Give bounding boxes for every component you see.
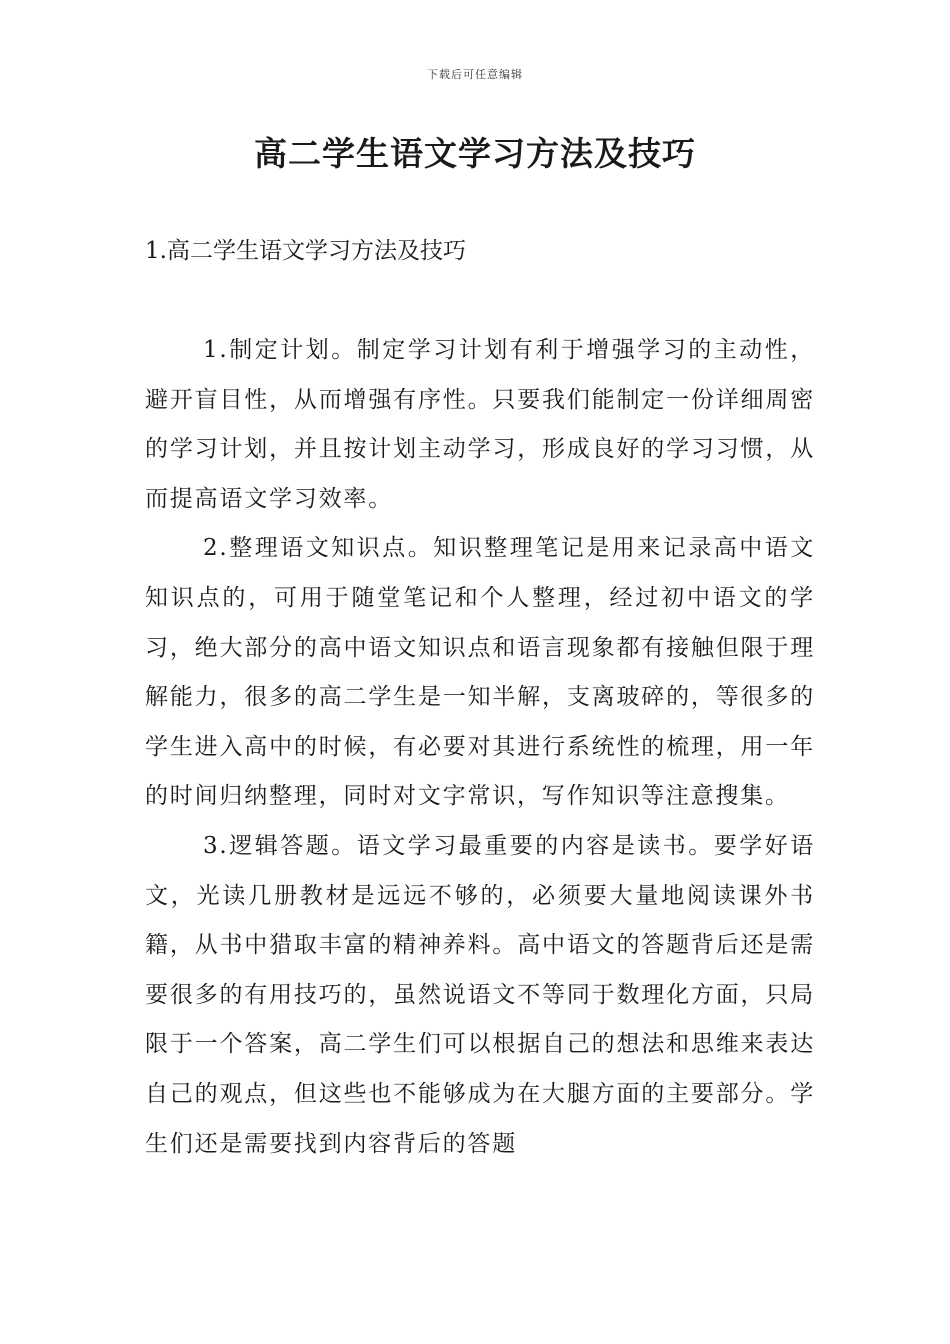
section-heading: 1.高二学生语文学习方法及技巧 [145, 238, 466, 264]
paragraph-logic: 3.逻辑答题。语文学习最重要的内容是读书。要学好语文，光读几册教材是远远不够的，必须要大量地阅读课外书籍，从书中猎取丰富的精神养料。高中语文的答题背后还是需要很多的有用技巧的，虽然说语文不等同于数理化方面，只局限于一个答案，高二学生们可以根据自己的想法和思维来表达自己的观点，但这些也不能够成为在大腿方面的主要部分。学生们还是需要找到内容背后的答题 [145, 832, 815, 1157]
document-title: 高二学生语文学习方法及技巧 [254, 134, 696, 173]
paragraph-plan: 1.制定计划。制定学习计划有利于增强学习的主动性，避开盲目性，从而增强有序性。只要我们能制定一份详细周密的学习计划，并且按计划主动学习，形成良好的学习习惯，从而提高语文学习效率。 [145, 337, 815, 512]
document-body [145, 326, 815, 1169]
paragraph-knowledge: 2.整理语文知识点。知识整理笔记是用来记录高中语文知识点的，可用于随堂笔记和个人整理，经过初中语文的学习，绝大部分的高中语文知识点和语言现象都有接触但限于理解能力，很多的高二学生是一知半解，支离玻碎的，等很多的学生进入高中的时候，有必要对其进行系统性的梳理，用一年的时间归纳整理，同时对文字常识，写作知识等注意搜集。 [145, 535, 815, 810]
download-note: 下载后可任意编辑 [427, 68, 523, 81]
